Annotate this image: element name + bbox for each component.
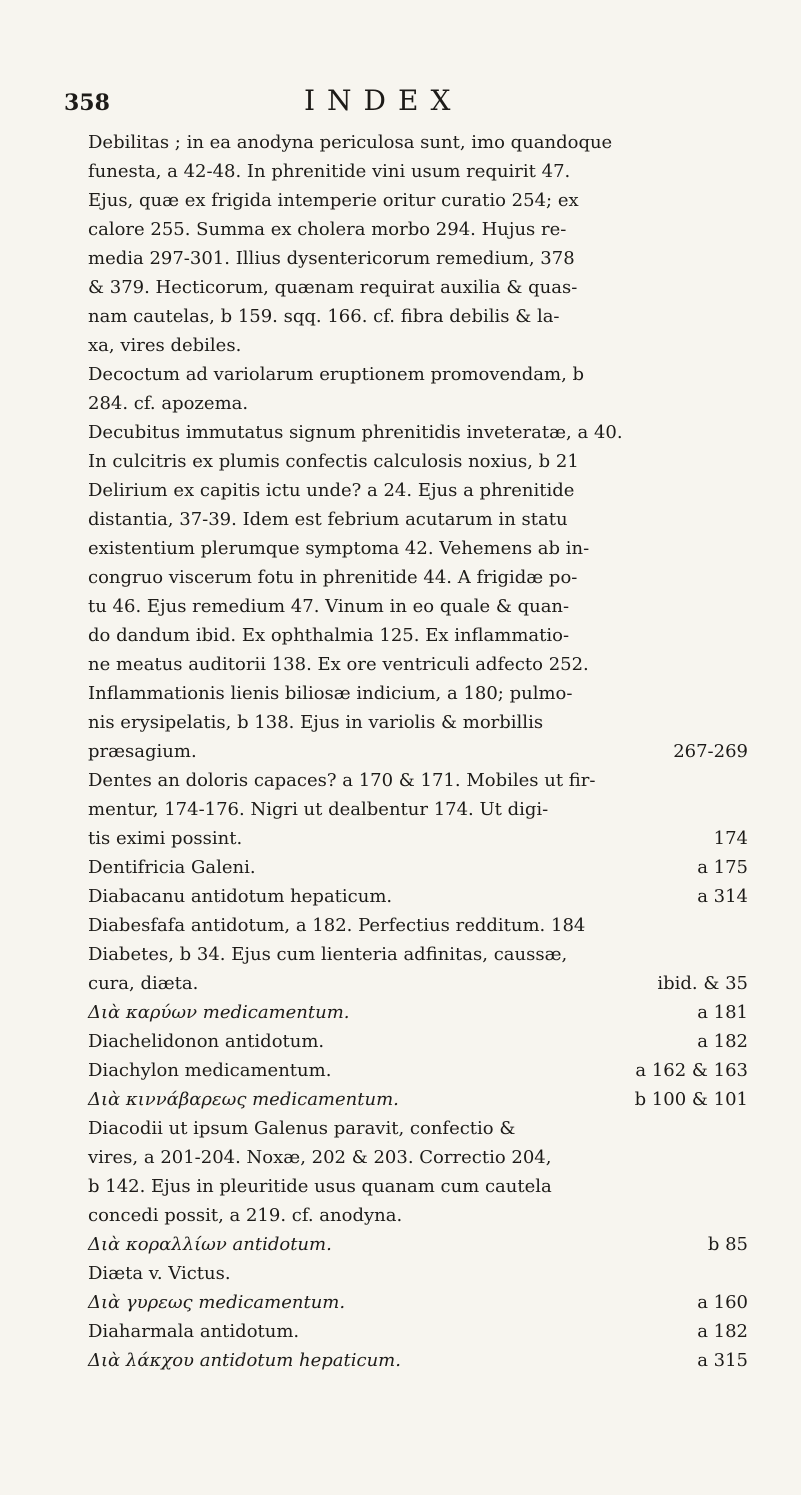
index-entry-delirium	[88, 476, 748, 766]
index-entry-decubitus	[88, 418, 748, 476]
entry-text: Diachylon medicamentum.	[88, 1060, 332, 1081]
entry-text: Diabesfafa antidotum, a 182. Perfectius redditum. 184	[88, 915, 586, 936]
entry-line: b 142. Ejus in pleuritide usus quanam cum cautela	[88, 1176, 552, 1197]
page-reference: ibid. & 35	[657, 973, 748, 994]
index-entry-diaharmala	[88, 1317, 748, 1346]
index-entry-dia-koralion	[88, 1230, 748, 1259]
entry-line: Diabetes, b 34. Ejus cum lienteria adfinitas, caussæ,	[88, 944, 568, 965]
entry-line: Decubitus immutatus signum phrenitidis inveteratæ, a 40.	[88, 422, 623, 443]
entry-text: Διὰ λάκχου antidotum hepaticum.	[88, 1350, 401, 1371]
entry-line: 284. cf. apozema.	[88, 393, 249, 414]
index-entry-diachylon	[88, 1056, 748, 1085]
entry-line: concedi possit, a 219. cf. anodyna.	[88, 1205, 403, 1226]
entry-text: Διὰ γυρεως medicamentum.	[88, 1292, 346, 1313]
page-reference: 174	[713, 828, 748, 849]
entry-line: congruo viscerum fotu in phrenitide 44. A frigidæ po-	[88, 567, 578, 588]
index-entry-diachelidonon	[88, 1027, 748, 1056]
entry-line: cura, diæta.	[88, 973, 199, 994]
entry-line: & 379. Hecticorum, quænam requirat auxilia & quas-	[88, 277, 578, 298]
entry-line: Inflammationis lienis biliosæ indicium, a 180; pulmo-	[88, 683, 573, 704]
entry-line: Debilitas ; in ea anodyna periculosa sunt, imo quandoque	[88, 132, 613, 153]
entry-line: nam cautelas, b 159. sqq. 166. cf. fibra debilis & la-	[88, 306, 560, 327]
page-reference: a 314	[697, 886, 748, 907]
index-entry-dia-lakchou	[88, 1346, 748, 1375]
entry-text: Διὰ κοραλλίων antidotum.	[88, 1234, 332, 1255]
entry-line: Ejus, quæ ex frigida intemperie oritur curatio 254; ex	[88, 190, 579, 211]
entry-text: Διὰ καρύων medicamentum.	[88, 1002, 350, 1023]
entry-line: calore 255. Summa ex cholera morbo 294. Hujus re-	[88, 219, 567, 240]
index-entry-dia-gyreos	[88, 1288, 748, 1317]
index-entry-diabetes	[88, 940, 748, 998]
entry-line: In culcitris ex plumis confectis calculosis noxius, b 21	[88, 451, 579, 472]
entry-line: do dandum ibid. Ex ophthalmia 125. Ex inflammatio-	[88, 625, 570, 646]
running-title: INDEX	[304, 84, 463, 117]
index-entry-diaeta	[88, 1259, 748, 1288]
entry-line: funesta, a 42-48. In phrenitide vini usum requirit 47.	[88, 161, 571, 182]
entry-line: tu 46. Ejus remedium 47. Vinum in eo quale & quan-	[88, 596, 570, 617]
entry-text: Diabacanu antidotum hepaticum.	[88, 886, 393, 907]
entry-line: distantia, 37-39. Idem est febrium acutarum in statu	[88, 509, 568, 530]
index-entry-dentes	[88, 766, 748, 853]
page-reference: a 315	[697, 1350, 748, 1371]
index-entry-decoctum	[88, 360, 748, 418]
index-entry-debilitas	[88, 128, 748, 360]
page-reference: b 100 & 101	[634, 1089, 748, 1110]
entry-text: Dentifricia Galeni.	[88, 857, 256, 878]
page-reference: a 182	[697, 1031, 748, 1052]
entry-line: nis erysipelatis, b 138. Ejus in variolis & morbillis	[88, 712, 544, 733]
entry-text: Διὰ κιννάβαρεως medicamentum.	[88, 1089, 399, 1110]
entry-line-last	[88, 969, 748, 998]
entry-text: Diachelidonon antidotum.	[88, 1031, 325, 1052]
page-header	[64, 80, 744, 120]
index-entry-diabacanu	[88, 882, 748, 911]
entry-line-last	[88, 824, 748, 853]
index-entry-dia-karyon	[88, 998, 748, 1027]
entry-line: præsagium.	[88, 741, 197, 762]
page-reference: a 182	[697, 1321, 748, 1342]
entry-line: Delirium ex capitis ictu unde? a 24. Ejus a phrenitide	[88, 480, 575, 501]
page-reference: a 162 & 163	[635, 1060, 748, 1081]
index-body	[88, 128, 748, 1375]
entry-line: mentur, 174-176. Nigri ut dealbentur 174. Ut digi-	[88, 799, 549, 820]
index-entry-diabesfafa	[88, 911, 748, 940]
index-entry-dia-kinnabareos	[88, 1085, 748, 1114]
entry-text: Diaharmala antidotum.	[88, 1321, 300, 1342]
index-entry-diacodii	[88, 1114, 748, 1230]
entry-line: tis eximi possint.	[88, 828, 243, 849]
entry-line: vires, a 201-204. Noxæ, 202 & 203. Correctio 204,	[88, 1147, 552, 1168]
entry-line: Dentes an doloris capaces? a 170 & 171. Mobiles ut fir-	[88, 770, 596, 791]
entry-line: Decoctum ad variolarum eruptionem promovendam, b	[88, 364, 585, 385]
entry-line: media 297-301. Illius dysentericorum remedium, 378	[88, 248, 575, 269]
page-reference: a 181	[697, 1002, 748, 1023]
page-reference: a 175	[697, 857, 748, 878]
entry-line: ne meatus auditorii 138. Ex ore ventriculi adfecto 252.	[88, 654, 589, 675]
index-entry-dentifricia	[88, 853, 748, 882]
entry-line: existentium plerumque symptoma 42. Vehemens ab in-	[88, 538, 590, 559]
entry-line: Diacodii ut ipsum Galenus paravit, confectio &	[88, 1118, 516, 1139]
entry-line-last	[88, 737, 748, 766]
entry-line: xa, vires debiles.	[88, 335, 242, 356]
page-number: 358	[64, 90, 110, 116]
page-reference: a 160	[697, 1292, 748, 1313]
page-reference: 267-269	[673, 741, 748, 762]
entry-text: Diæta v. Victus.	[88, 1263, 231, 1284]
page-reference: b 85	[707, 1234, 748, 1255]
